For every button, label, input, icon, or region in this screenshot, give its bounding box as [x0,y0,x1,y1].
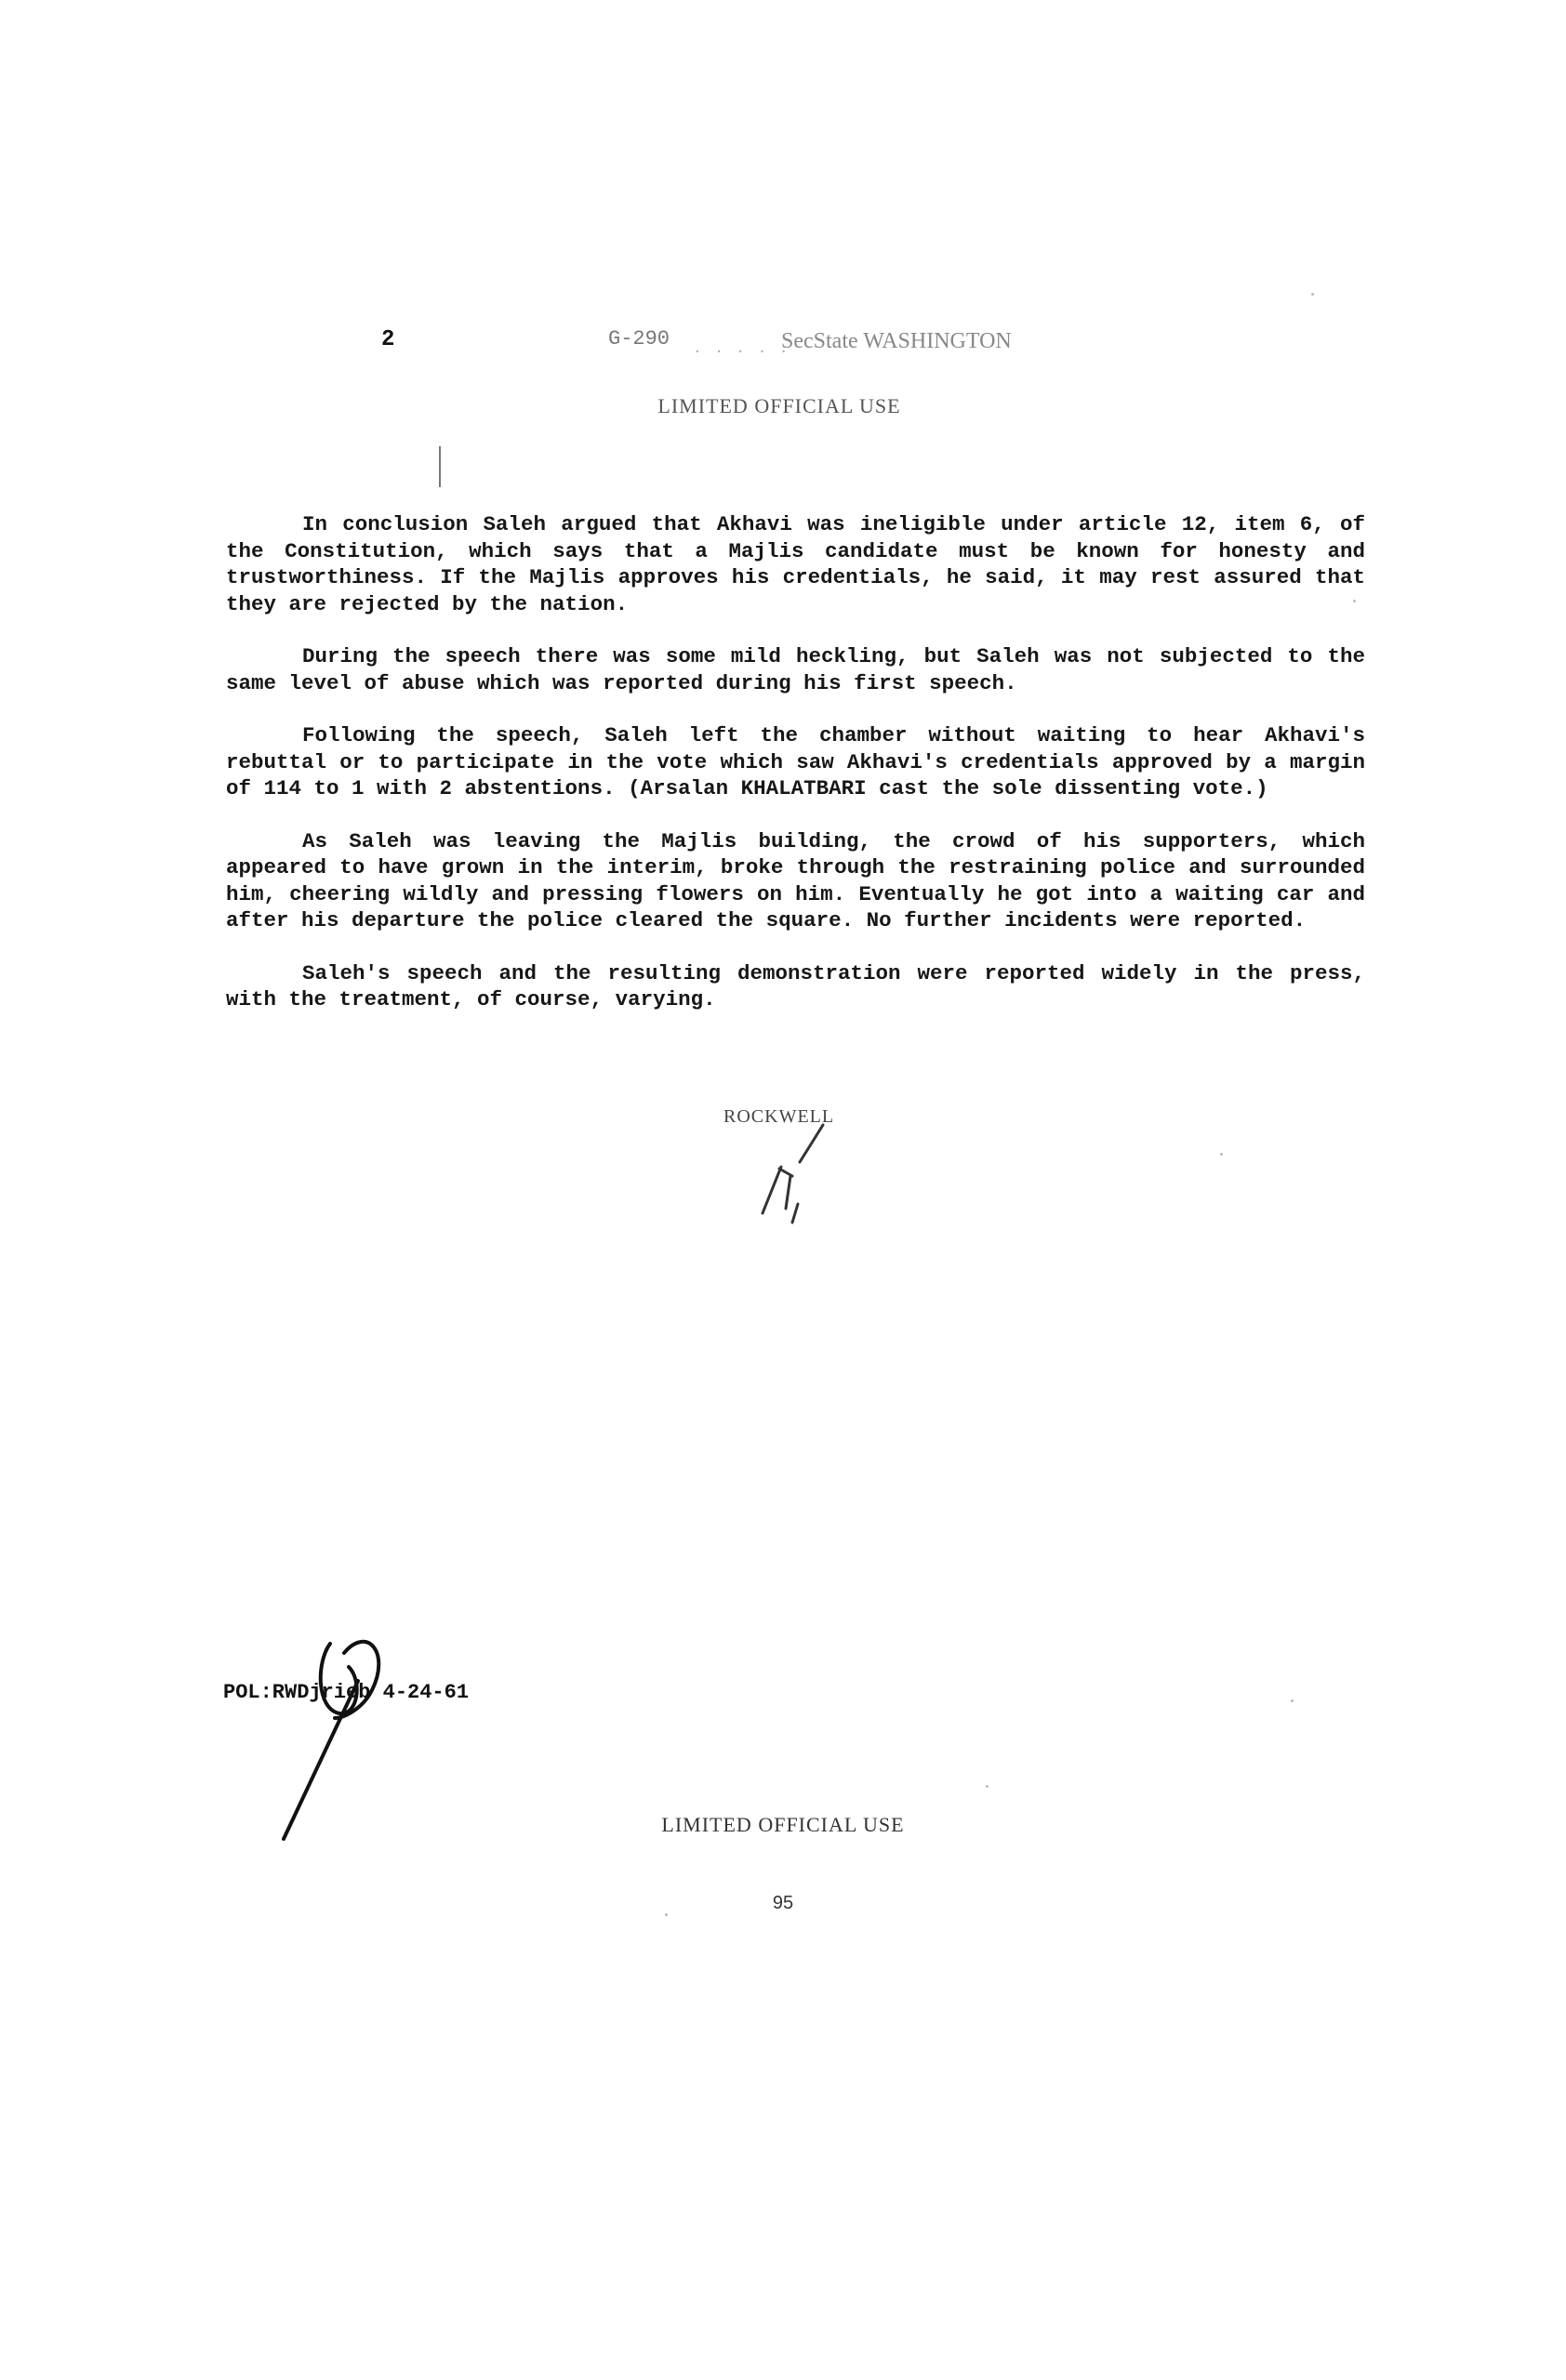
paragraph-heckling: During the speech there was some mild heckling, but Saleh was not subjected to the same level of abuse which was reported during his first speech. [226,644,1365,695]
telegram-header [0,327,1566,364]
page-number: 2 [381,327,395,352]
signer-name: ROCKWELL [723,1106,835,1127]
classification-header [0,394,1566,418]
dotted-leader: . . . . . [693,340,790,357]
drafter-text: POL:RWDjrieb 4-24-61 [223,1681,470,1704]
scan-speck [1353,600,1356,602]
scan-speck [986,1785,989,1788]
classification-footer-text: LIMITED OFFICIAL USE [661,1813,905,1836]
addressee: SecState WASHINGTON [781,329,1012,353]
paragraph-vote: Following the speech, Saleh left the chamber without waiting to hear Akhavi's rebuttal or to participate in the vote which saw Akhavi's credentials approved by a margin of 114 to 1 with 2 abstentions. (Arsalan KHALATBARI cast the sole dissenting vote.) [226,723,1365,800]
margin-mark [439,446,441,487]
paragraph-conclusion: In conclusion Saleh argued that Akhavi was ineligible under article 12, item 6, of the Constitution, which says that a Majlis candidate must be known for honesty and trustworthiness. If the Majlis approves his credentials, he said, it may rest assured that they are rejected by the nation. [226,512,1365,616]
classification-footer [0,1813,1566,1837]
scan-speck [1291,1699,1294,1702]
folio-number-text: 95 [772,1893,794,1913]
scan-speck [1220,1153,1223,1156]
telegram-number: G-290 [608,327,670,350]
folio-number [0,1893,1566,1914]
handwritten-initials-signature [735,1120,865,1232]
paragraph-press: Saleh's speech and the resulting demonstration were reported widely in the press, with the treatment, of course, varying. [226,960,1365,1012]
classification-header-text: LIMITED OFFICIAL USE [657,394,901,417]
scan-speck [665,1913,668,1916]
scan-speck [1311,293,1314,296]
paragraph-crowd: As Saleh was leaving the Majlis building, the crowd of his supporters, which appeared to have grown in the interim, broke through the restraining police and surrounded him, cheering wildly and pressing flowers on him. Eventually he got into a waiting car and after his departure the police cleared the square. No further incidents were reported. [226,828,1365,932]
telegram-body [226,511,1365,1039]
